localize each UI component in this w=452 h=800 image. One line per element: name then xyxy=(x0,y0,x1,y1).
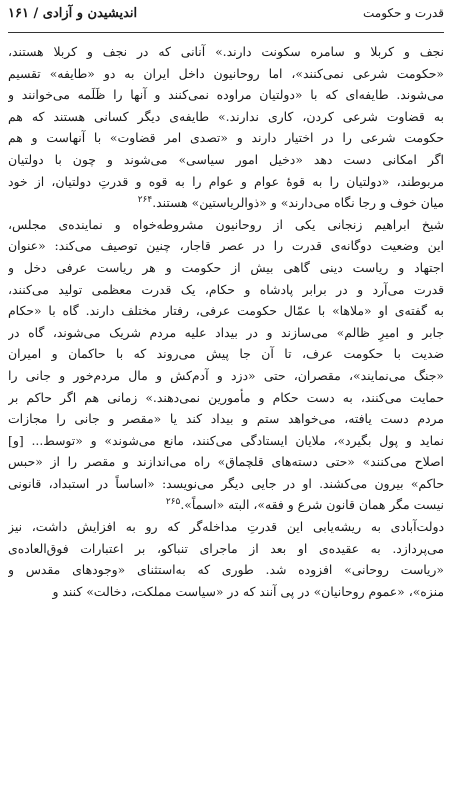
text-line xyxy=(8,149,444,171)
footnote-marker[interactable]: ۲۶۴ xyxy=(137,195,153,206)
text-line xyxy=(8,365,444,387)
line-text: «حکومت شرعی نمی‌کنند»، اما روحانیون داخل ایران به دو «طایفه» تقسیم xyxy=(8,65,444,81)
chapter-title: قدرت و حکومت xyxy=(362,6,444,20)
line-text: به گفته‌ی او «ملاها» با عمّال حکومت عرفی، رفتار مختلف دارند. گاه با «حکام xyxy=(8,303,444,319)
text-line xyxy=(8,214,444,236)
line-text: نیست مگر همان قانون شرع و فقه»، البته «اسماً». xyxy=(180,497,444,513)
text-line xyxy=(8,430,444,452)
text-line xyxy=(8,451,444,473)
line-text: نماید و پول بگیرد»، ملایان ایستادگی می‌کنند، مانع می‌شوند» و «توسط... [و] xyxy=(8,432,444,448)
line-text: حمایت می‌کنند، به دست حکام و مأمورین نمی‌دهند.» زمانی هم اگر حاکم بر xyxy=(8,389,444,405)
text-line xyxy=(8,171,444,193)
line-text: حکومت شرعی را در اختیار دارند و «تصدی امر قضاوت» با آنهاست و هم xyxy=(8,130,444,146)
book-title: اندیشیدن و آزادی xyxy=(42,6,138,21)
line-text: دولت‌آبادی به ریشه‌یابی این قدرتِ مداخله‌گر که رو به افزایش داشت، نیز xyxy=(8,519,444,535)
line-text: حاکم» بیرون می‌کشند. او در جایی دیگر می‌نویسد: «اساساً در استبداد، قانونی xyxy=(8,475,444,491)
text-line xyxy=(8,516,444,538)
text-line xyxy=(8,84,444,106)
text-line xyxy=(8,408,444,430)
text-line xyxy=(8,192,444,214)
text-line xyxy=(8,343,444,365)
line-text: قدرت می‌آرد و در برابر پادشاه و حکام، یک قدرت معظمی تولید می‌کنند، xyxy=(8,281,444,297)
text-line xyxy=(8,387,444,409)
header-separator: / xyxy=(33,6,39,21)
paragraph xyxy=(8,41,444,214)
text-line xyxy=(8,63,444,85)
line-text: اصلاح می‌کنند» «حتی دسته‌های قلچماق» راه می‌اندازند و مقصر را از «حبس xyxy=(8,454,444,470)
body-text xyxy=(8,41,444,602)
text-line xyxy=(8,494,444,516)
running-head xyxy=(8,6,444,33)
text-line xyxy=(8,41,444,63)
book-title-and-page xyxy=(8,6,137,21)
text-line xyxy=(8,235,444,257)
line-text: این وضعیت دوگانه‌ی قدرت را در عصر قاجار، چنین توصیف می‌کند: «عنوان xyxy=(8,238,444,254)
text-line xyxy=(8,300,444,322)
line-text: مردم دست یافته، می‌خواهد ستم و بیداد کند یا «مقصر و جانی را مجازات xyxy=(8,411,444,427)
text-line xyxy=(8,257,444,279)
line-text: ضدیت با حکومت عرف، تا آن جا پیش می‌روند که با حاکمان و امیران xyxy=(8,346,444,362)
text-line xyxy=(8,538,444,560)
text-line xyxy=(8,581,444,603)
line-text: «ریاست روحانی» افزوده شد. طوری که به‌استثنای «وجودهای مقدس و xyxy=(8,562,444,578)
line-text: به قضاوت شرعی کردن، کاری ندارند.» طایفه‌ی دیگر کسانی هستند که هم xyxy=(8,108,444,124)
line-text: می‌پردازد. به عقیده‌ی او بعد از ماجرای تنباکو، بر اعتبارات فوق‌العاده‌ی xyxy=(8,540,444,556)
text-line xyxy=(8,322,444,344)
line-text: می‌شوند. طایفه‌ای که با «دولتیان مراوده نمی‌کنند و آنها را ظَلَمه می‌خوانند و xyxy=(8,87,444,103)
text-line xyxy=(8,559,444,581)
line-text: «جنگ می‌نمایند»، مقصران، حتی «دزد و آدم‌کش و مال مردم‌خور و جانی را xyxy=(8,367,444,383)
line-text: اگر امکانی دست دهد «دخیل امور سیاسی» می‌شوند و چون با دولتیان xyxy=(8,151,444,167)
line-text: منزه»، «عموم روحانیان» در پی آنند که در «سیاست مملکت، دخالت» کنند و xyxy=(52,583,444,599)
line-text: شیخ ابراهیم زنجانی یکی از روحانیون مشروطه‌خواه و نماینده‌ی مجلس، xyxy=(8,216,444,232)
paragraph xyxy=(8,214,444,516)
line-text: میان خوف و رجا نگاه می‌دارند» و «ذوالریاستین» هستند. xyxy=(152,195,444,211)
text-line xyxy=(8,106,444,128)
line-text: مربوطند، «دولتیان را به قوهٔ عوام و عوام را به قوه و قدرتِ دولتیان، از خود xyxy=(8,173,444,189)
footnote-marker[interactable]: ۲۶۵ xyxy=(165,497,181,508)
text-line xyxy=(8,127,444,149)
line-text: اجتهاد و ریاست دینی گاهی بیش از حکومت و هر ریاست عرفی دخل و xyxy=(8,259,444,275)
page-number: ۱۶۱ xyxy=(8,6,29,21)
paragraph xyxy=(8,516,444,602)
text-line xyxy=(8,279,444,301)
line-text: نجف و کربلا و سامره سکونت دارند.» آنانی که در نجف و کربلا هستند، xyxy=(8,44,444,59)
line-text: جابر و امیرِ ظالم» می‌سازند و در بیداد علیه مردم شریک می‌شوند، گاه در xyxy=(8,324,444,340)
text-line xyxy=(8,473,444,495)
